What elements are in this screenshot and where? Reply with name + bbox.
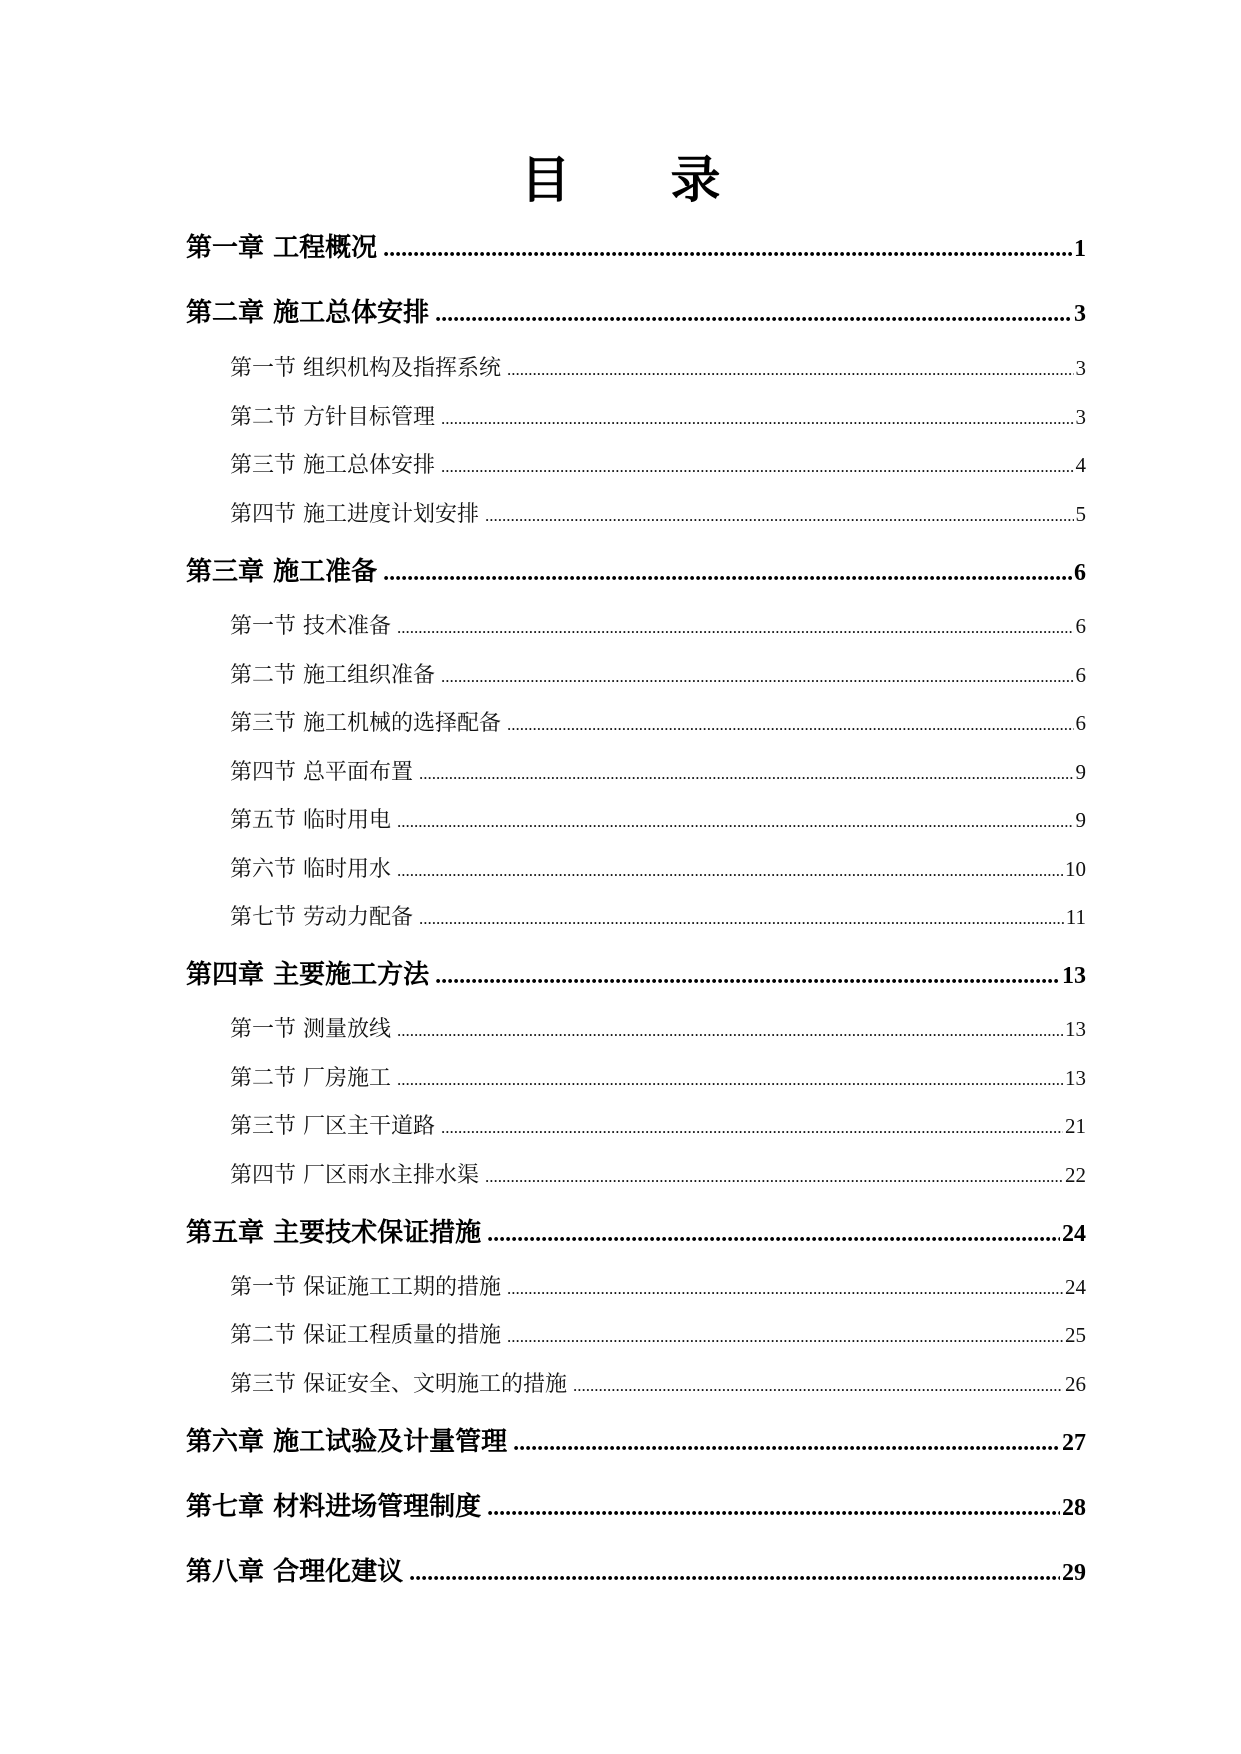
- toc-dot-leader: [409, 1555, 1060, 1590]
- toc-section-entry[interactable]: [230, 902, 1086, 934]
- toc-section-label: 第五节 临时用电: [230, 808, 392, 833]
- toc-section-entry[interactable]: [230, 854, 1086, 886]
- toc-page-number: 6: [1075, 711, 1086, 735]
- toc-page-number: 4: [1075, 453, 1086, 477]
- toc-chapter-entry[interactable]: [186, 1216, 1086, 1251]
- toc-dot-leader: [487, 1216, 1060, 1251]
- toc-dot-leader: [435, 958, 1060, 993]
- toc-dot-leader: [397, 612, 1073, 643]
- toc-page-number: 3: [1075, 405, 1086, 429]
- toc-dot-leader: [383, 231, 1072, 266]
- toc-section-entry[interactable]: [230, 499, 1086, 531]
- toc-section-label: 第四节 施工进度计划安排: [230, 502, 480, 527]
- toc-page-number: 26: [1065, 1372, 1086, 1396]
- page-title: 目 录: [520, 151, 721, 209]
- toc-dot-leader: [397, 1064, 1063, 1095]
- toc-section-label: 第三节 厂区主干道路: [230, 1114, 436, 1139]
- toc-dot-leader: [441, 451, 1073, 482]
- toc-section-entry[interactable]: [230, 1272, 1086, 1304]
- toc-section-entry[interactable]: [230, 757, 1086, 789]
- toc-page-number: 21: [1065, 1114, 1086, 1138]
- toc-chapter-entry[interactable]: [186, 1555, 1086, 1590]
- toc-section-label: 第二节 施工组织准备: [230, 663, 436, 688]
- toc-section-entry[interactable]: [230, 1369, 1086, 1401]
- toc-section-entry[interactable]: [230, 1111, 1086, 1143]
- toc-chapter-entry[interactable]: [186, 1425, 1086, 1460]
- toc-dot-leader: [485, 1161, 1063, 1192]
- toc-chapter-label: 第四章 主要施工方法: [186, 960, 430, 990]
- toc-section-entry[interactable]: [230, 1320, 1086, 1352]
- toc-page-number: 6: [1075, 663, 1086, 687]
- toc-chapter-entry[interactable]: [186, 1490, 1086, 1525]
- toc-section-label: 第二节 方针目标管理: [230, 405, 436, 430]
- toc-dot-leader: [507, 709, 1073, 740]
- toc-page-number: 6: [1075, 614, 1086, 638]
- toc-section-entry[interactable]: [230, 1160, 1086, 1192]
- toc-dot-leader: [507, 354, 1073, 385]
- toc-section-entry[interactable]: [230, 1063, 1086, 1095]
- toc-dot-leader: [397, 806, 1073, 837]
- toc-section-label: 第三节 施工总体安排: [230, 453, 436, 478]
- toc-dot-leader: [441, 403, 1073, 434]
- toc-section-label: 第一节 组织机构及指挥系统: [230, 356, 502, 381]
- toc-chapter-entry[interactable]: [186, 231, 1086, 266]
- toc-page-number: 13: [1065, 1017, 1086, 1041]
- toc-dot-leader: [383, 555, 1072, 590]
- toc-dot-leader: [485, 500, 1073, 531]
- toc-section-label: 第一节 技术准备: [230, 614, 392, 639]
- toc-section-label: 第四节 总平面布置: [230, 760, 414, 785]
- toc-dot-leader: [573, 1370, 1063, 1401]
- toc-dot-leader: [397, 1015, 1063, 1046]
- toc-section-label: 第二节 保证工程质量的措施: [230, 1323, 502, 1348]
- toc-chapter-entry[interactable]: [186, 296, 1086, 331]
- toc-dot-leader: [441, 661, 1073, 692]
- toc-chapter-label: 第三章 施工准备: [186, 557, 378, 587]
- toc-page-number: 28: [1062, 1495, 1086, 1521]
- toc-section-entry[interactable]: [230, 805, 1086, 837]
- toc-page-number: 29: [1062, 1560, 1086, 1586]
- toc-page-number: 3: [1074, 301, 1086, 327]
- toc-chapter-label: 第六章 施工试验及计量管理: [186, 1427, 508, 1457]
- toc-page-number: 13: [1065, 1066, 1086, 1090]
- toc-page-number: 9: [1075, 760, 1086, 784]
- toc-section-label: 第一节 保证施工工期的措施: [230, 1275, 502, 1300]
- toc-chapter-label: 第七章 材料进场管理制度: [186, 1492, 482, 1522]
- toc-page-number: 24: [1062, 1221, 1086, 1247]
- toc-chapter-label: 第二章 施工总体安排: [186, 298, 430, 328]
- toc-section-label: 第三节 保证安全、文明施工的措施: [230, 1372, 568, 1397]
- toc-section-label: 第六节 临时用水: [230, 857, 392, 882]
- toc-section-label: 第四节 厂区雨水主排水渠: [230, 1163, 480, 1188]
- toc-page-number: 10: [1065, 857, 1086, 881]
- toc-dot-leader: [397, 855, 1063, 886]
- toc-section-label: 第三节 施工机械的选择配备: [230, 711, 502, 736]
- toc-dot-leader: [507, 1273, 1063, 1304]
- toc-section-entry[interactable]: [230, 353, 1086, 385]
- toc-section-entry[interactable]: [230, 1014, 1086, 1046]
- toc-chapter-entry[interactable]: [186, 958, 1086, 993]
- toc-dot-leader: [419, 903, 1064, 934]
- toc-page-number: 3: [1075, 356, 1086, 380]
- toc-page-number: 22: [1065, 1163, 1086, 1187]
- toc-page-number: 6: [1074, 560, 1086, 586]
- toc-section-entry[interactable]: [230, 660, 1086, 692]
- toc-page-number: 25: [1065, 1323, 1086, 1347]
- toc-dot-leader: [435, 296, 1072, 331]
- toc-page-number: 27: [1062, 1430, 1086, 1456]
- toc-section-label: 第七节 劳动力配备: [230, 905, 414, 930]
- toc-dot-leader: [419, 758, 1073, 789]
- toc-chapter-label: 第八章 合理化建议: [186, 1557, 404, 1587]
- toc-section-entry[interactable]: [230, 402, 1086, 434]
- toc-page-number: 1: [1074, 236, 1086, 262]
- toc-dot-leader: [513, 1425, 1060, 1460]
- toc-chapter-label: 第五章 主要技术保证措施: [186, 1218, 482, 1248]
- toc-section-entry[interactable]: [230, 450, 1086, 482]
- toc-page-number: 9: [1075, 808, 1086, 832]
- toc-chapter-entry[interactable]: [186, 555, 1086, 590]
- toc-section-label: 第二节 厂房施工: [230, 1066, 392, 1091]
- toc-page-number: 13: [1062, 963, 1086, 989]
- toc-chapter-label: 第一章 工程概况: [186, 233, 378, 263]
- toc-section-label: 第一节 测量放线: [230, 1017, 392, 1042]
- toc-dot-leader: [487, 1490, 1060, 1525]
- toc-section-entry[interactable]: [230, 611, 1086, 643]
- toc-page-number: 24: [1065, 1275, 1086, 1299]
- toc-dot-leader: [441, 1112, 1063, 1143]
- toc-dot-leader: [507, 1321, 1063, 1352]
- toc-page-number: 11: [1065, 905, 1086, 929]
- toc-section-entry[interactable]: [230, 708, 1086, 740]
- toc-page-number: 5: [1075, 502, 1086, 526]
